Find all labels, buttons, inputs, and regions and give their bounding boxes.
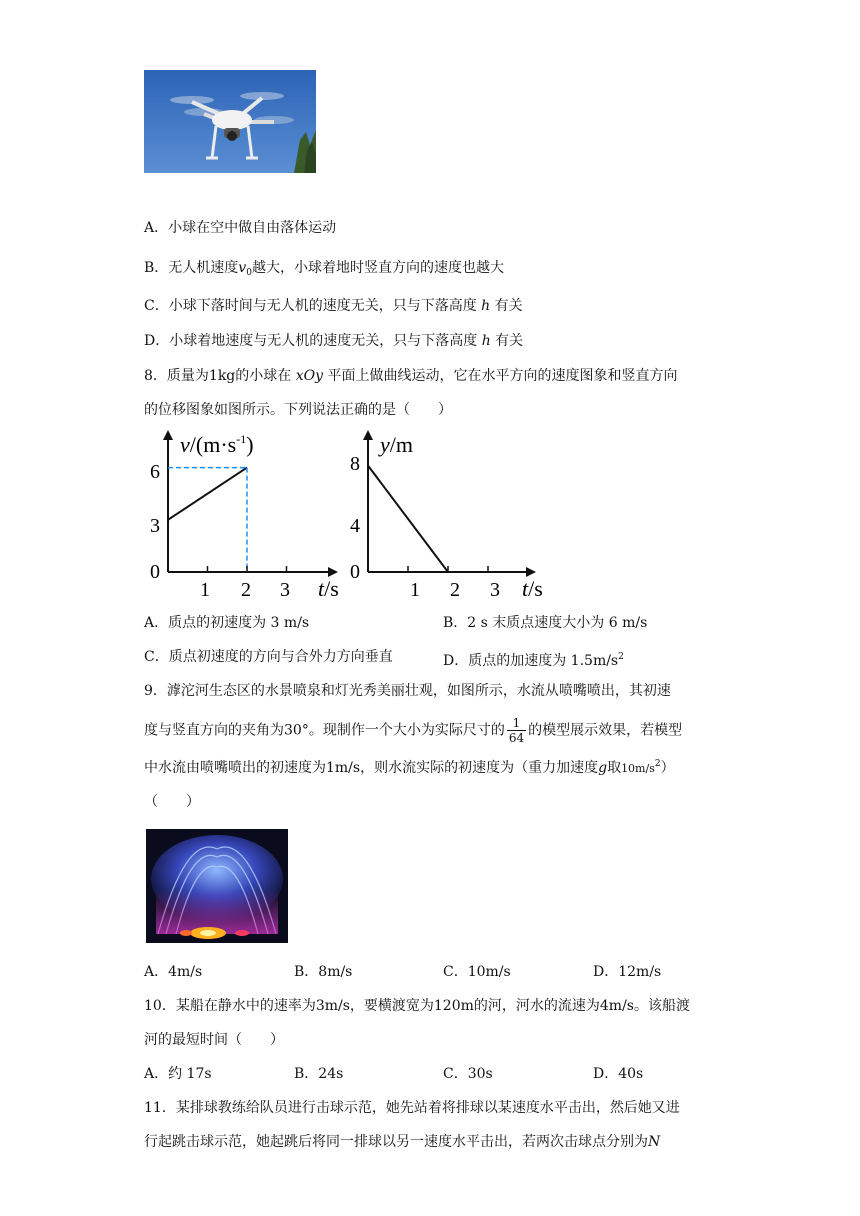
q8-stem-line1: 8．质量为1kg的小球在 xOy 平面上做曲线运动，它在水平方向的速度图象和竖直方向 <box>144 368 678 384</box>
vt-xtick: 2 <box>241 579 251 601</box>
vt-ytick: 0 <box>150 561 160 583</box>
q9-stem-line3: 中水流由喷嘴喷出的初速度为1m/s，则水流实际的初速度为（重力加速度g取$10m/s^2$） <box>144 759 675 776</box>
q9-stem-line1: 9．滹沱河生态区的水景喷泉和灯光秀美丽壮观，如图所示，水流从喷嘴喷出，其初速 <box>144 683 671 699</box>
q10-stem-line2: 河的最短时间（ ） <box>144 1032 284 1048</box>
vt-xtick: 1 <box>200 579 210 601</box>
vt-ylabel: $v/(m\cdot s^{-1})$ <box>180 432 254 457</box>
q7-option-b: B．无人机速度$v_0$越大，小球着地时竖直方向的速度也越大 <box>144 260 504 278</box>
q10-option-c: C．30s <box>443 1066 493 1082</box>
q11-stem-line1: 11．某排球教练给队员进行击球示范，她先站着将排球以某速度水平击出，然后她又进 <box>144 1100 680 1116</box>
displacement-time-graph <box>350 428 560 608</box>
yt-xlabel: t/s <box>522 576 543 601</box>
yt-ylabel: y/m <box>380 432 413 457</box>
q7-option-c: C．小球下落时间与无人机的速度无关，只与下落高度 h 有关 <box>144 298 523 314</box>
vt-series-line <box>168 468 247 520</box>
q10-option-d: D．40s <box>593 1066 644 1082</box>
q9-option-c: C．10m/s <box>443 964 511 980</box>
vt-ytick: 3 <box>150 515 160 537</box>
drone-photo <box>144 70 316 173</box>
q10-option-b: B．24s <box>294 1066 344 1082</box>
q10-stem-line1: 10．某船在静水中的速率为3m/s，要横渡宽为120m的河，河水的流速为4m/s。该船渡 <box>144 998 690 1014</box>
q8-option-d: D．质点的加速度为 $1.5m/s^2$ <box>443 652 624 669</box>
vt-ytick: 6 <box>150 461 160 483</box>
q9-stem-line4: （ ） <box>144 794 200 810</box>
yt-ytick: 4 <box>350 515 360 537</box>
q9-option-a: A．4m/s <box>144 964 203 980</box>
yt-ytick: 8 <box>350 453 360 475</box>
yt-xtick: 2 <box>450 579 460 601</box>
q9-stem-line2: 度与竖直方向的夹角为30°。现制作一个大小为实际尺寸的 $\frac{1}{64}$ 的模型展示效果，若模型 <box>144 716 683 745</box>
q9-option-d: D．12m/s <box>593 964 662 980</box>
vt-xtick: 3 <box>280 579 290 601</box>
q7-option-a: A．小球在空中做自由落体运动 <box>144 220 337 236</box>
q7-option-d: D．小球着地速度与无人机的速度无关，只与下落高度 h 有关 <box>144 333 524 349</box>
yt-ytick: 0 <box>350 561 360 583</box>
q9-option-b: B．8m/s <box>294 964 353 980</box>
velocity-time-graph <box>140 428 350 608</box>
yt-series-line <box>368 466 448 572</box>
yt-xtick: 1 <box>410 579 420 601</box>
q8-stem-line2: 的位移图象如图所示。下列说法正确的是（ ） <box>144 402 452 418</box>
q10-option-a: A．约 17s <box>144 1066 212 1082</box>
q8-option-a: A．质点的初速度为 3 m/s <box>144 615 310 631</box>
q8-option-c: C．质点初速度的方向与合外力方向垂直 <box>144 649 393 665</box>
q8-option-b: B．2 s 末质点速度大小为 6 m/s <box>443 615 648 631</box>
fraction-1-64: $\frac{1}{64}$ <box>508 716 525 745</box>
yt-xtick: 3 <box>490 579 500 601</box>
q11-stem-line2: 行起跳击球示范，她起跳后将同一排球以另一速度水平击出，若两次击球点分别为N <box>144 1134 661 1150</box>
vt-xlabel: t/s <box>318 576 339 601</box>
fountain-photo <box>146 829 288 943</box>
